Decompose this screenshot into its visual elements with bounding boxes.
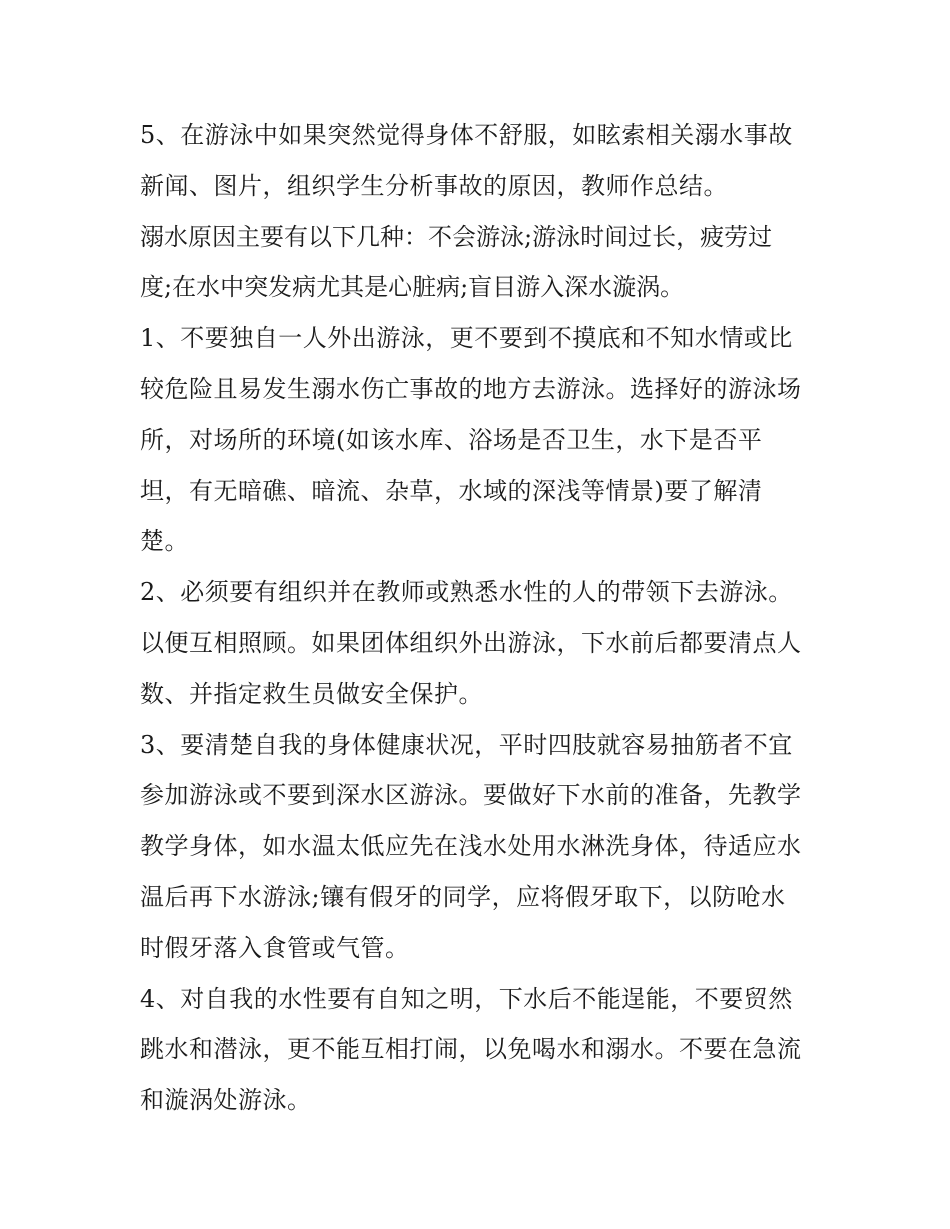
text-line: 较危险且易发生溺水伤亡事故的地方去游泳。选择好的游泳场 — [140, 374, 802, 403]
text-line: 新闻、图片，组织学生分析事故的原因，教师作总结。 — [140, 171, 728, 200]
text-line: 2、必须要有组织并在教师或熟悉水性的人的带领下去游泳。 — [140, 578, 793, 607]
text-line: 和漩涡处游泳。 — [140, 1086, 312, 1115]
text-line: 以便互相照顾。如果团体组织外出游泳，下水前后都要清点人 — [140, 628, 802, 657]
text-line: 溺水原因主要有以下几种：不会游泳;游泳时间过长，疲劳过 — [140, 222, 773, 251]
text-line: 3、要清楚自我的身体健康状况，平时四肢就容易抽筋者不宜 — [140, 730, 793, 759]
paragraph-rule-3 — [140, 720, 820, 974]
text-line: 教学身体，如水温太低应先在浅水处用水淋洗身体，待适应水 — [140, 832, 802, 861]
paragraph-accident-news — [140, 110, 820, 212]
text-line: 坦，有无暗礁、暗流、杂草，水域的深浅等情景)要了解清 — [140, 476, 763, 505]
text-line: 4、对自我的水性要有自知之明，下水后不能逞能，不要贸然 — [140, 984, 793, 1013]
document-body — [140, 110, 820, 1126]
paragraph-rule-4 — [140, 974, 820, 1126]
text-line: 参加游泳或不要到深水区游泳。要做好下水前的准备，先教学 — [140, 781, 802, 810]
text-line: 1、不要独自一人外出游泳，更不要到不摸底和不知水情或比 — [140, 324, 793, 353]
text-line: 5、在游泳中如果突然觉得身体不舒服，如眩索相关溺水事故 — [140, 121, 793, 149]
text-line: 楚。 — [140, 527, 189, 556]
text-line: 数、并指定救生员做安全保护。 — [140, 679, 483, 708]
text-line: 所，对场所的环境(如该水库、浴场是否卫生，水下是否平 — [140, 425, 763, 454]
paragraph-drowning-causes — [140, 212, 820, 314]
text-line: 温后再下水游泳;镶有假牙的同学，应将假牙取下，以防呛水 — [140, 882, 786, 911]
paragraph-rule-1 — [140, 313, 820, 567]
text-line: 跳水和潜泳，更不能互相打闹，以免喝水和溺水。不要在急流 — [140, 1035, 802, 1064]
paragraph-rule-2 — [140, 567, 820, 719]
text-line: 度;在水中突发病尤其是心脏病;盲目游入深水漩涡。 — [140, 273, 685, 302]
text-line: 时假牙落入食管或气管。 — [140, 933, 410, 962]
